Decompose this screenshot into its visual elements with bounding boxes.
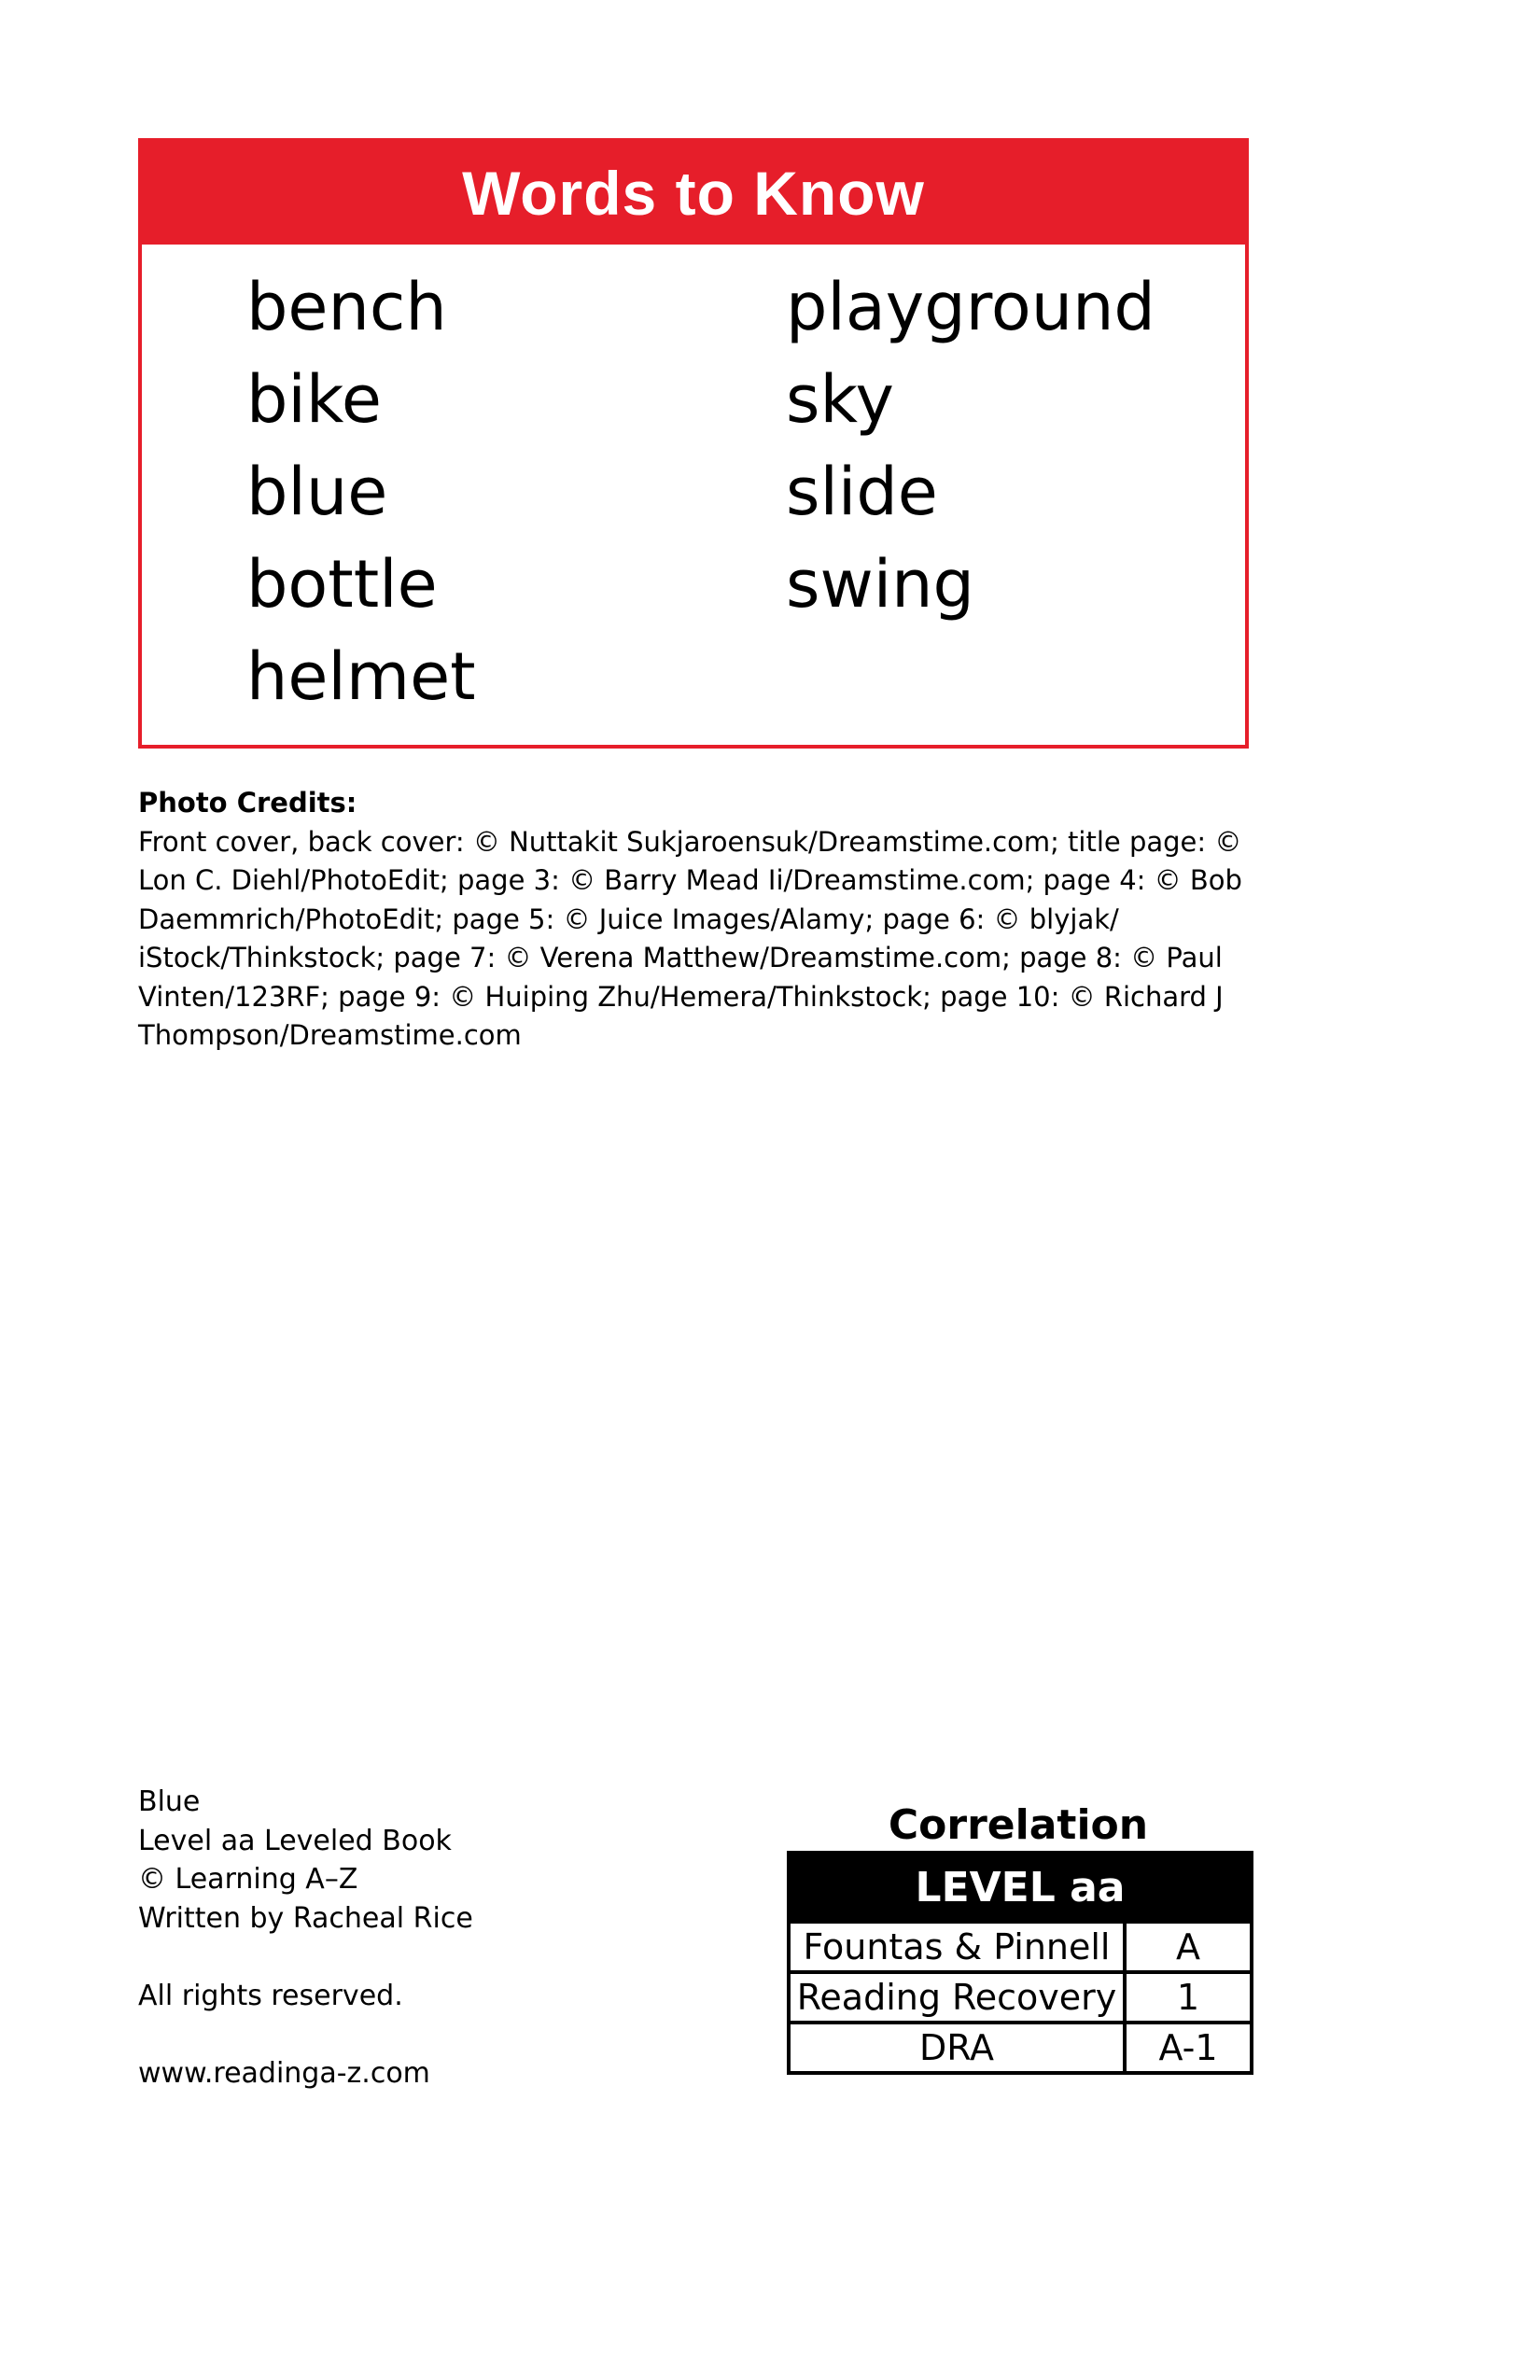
correlation-system: Reading Recovery [789, 1972, 1125, 2023]
correlation-title: Correlation [888, 1801, 1149, 1849]
table-row [789, 1972, 1252, 2023]
correlation-system: Fountas & Pinnell [789, 1922, 1125, 1972]
vocab-word: swing [786, 546, 974, 623]
book-title: Blue [138, 1785, 201, 1818]
spacer [138, 1938, 473, 1977]
table-row [789, 2023, 1252, 2073]
book-website: www.readinga-z.com [138, 2056, 430, 2090]
book-level: Level aa Leveled Book [138, 1824, 452, 1857]
words-left-column [246, 261, 476, 723]
book-rights: All rights reserved. [138, 1979, 403, 2012]
words-to-know-box [138, 138, 1249, 749]
vocab-word: playground [786, 269, 1155, 345]
book-info [138, 1783, 473, 2093]
spacer [138, 2015, 473, 2054]
words-right-column [786, 261, 1155, 631]
vocab-word: slide [786, 454, 938, 530]
table-row [789, 1922, 1252, 1972]
vocab-word: bottle [246, 546, 438, 623]
correlation-system: DRA [789, 2023, 1125, 2073]
photo-credits-title: Photo Credits: [138, 787, 357, 819]
book-author: Written by Racheal Rice [138, 1901, 473, 1935]
vocab-word: bench [246, 269, 447, 345]
photo-credits [138, 784, 1258, 1056]
vocab-word: blue [246, 454, 388, 530]
correlation-value: 1 [1125, 1972, 1252, 2023]
vocab-word: sky [786, 361, 894, 438]
correlation-table [787, 1851, 1253, 2075]
vocab-word: helmet [246, 638, 476, 715]
correlation-value: A-1 [1125, 2023, 1252, 2073]
words-to-know-title: Words to Know [142, 142, 1245, 245]
vocab-word: bike [246, 361, 382, 438]
book-copyright: © Learning A–Z [138, 1863, 358, 1896]
photo-credits-text: Front cover, back cover: © Nuttakit Sukjaroensuk/Dreamstime.com; title page: © Lon C. Diehl/PhotoEdit; page 3: © Barry Mead Ii/Dreamstime.com; page 4: © Bob Daemmrich/PhotoEdit; page 5: © Juice Images/Alamy; page 6: © blyjak/ iStock/Thinkstock; page 7: © Verena Matthew/Dreamstime.com; page 8: © Paul Vinten/123RF; page 9: © Huiping Zhu/Hemera/Thinkstock; page 10: © Richard J Thompson/Dreamstime.com [138, 825, 1242, 1051]
correlation-value: A [1125, 1922, 1252, 1972]
correlation-header-row [789, 1853, 1252, 1922]
correlation-level-header: LEVEL aa [789, 1853, 1252, 1922]
